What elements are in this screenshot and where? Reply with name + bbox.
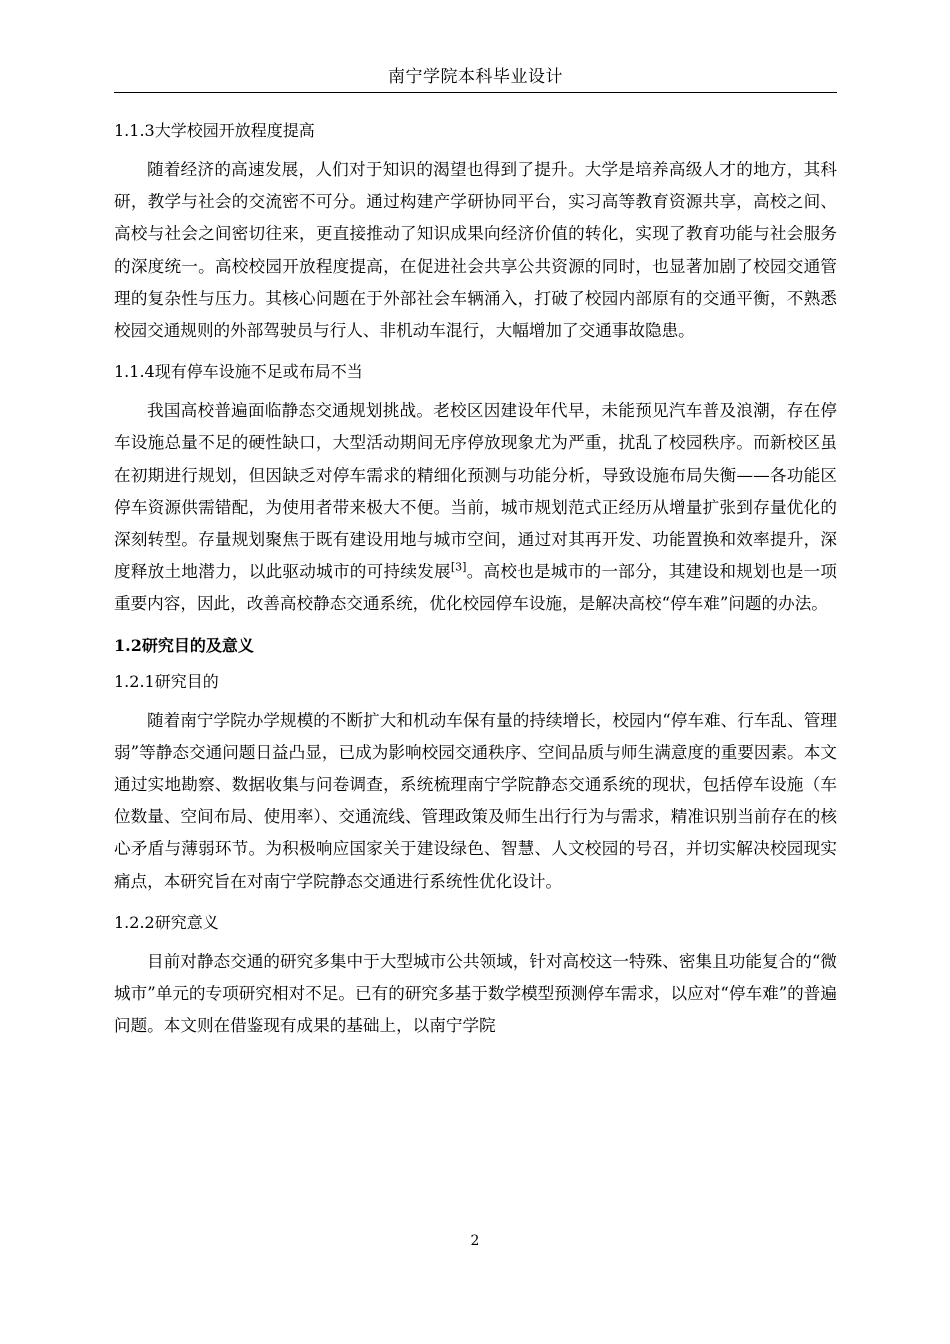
page-header — [114, 62, 837, 93]
page-footer — [0, 1232, 950, 1250]
section-heading-1-1-3: 1.1.3大学校园开放程度提高 — [114, 121, 315, 140]
citation-ref: [3] — [450, 560, 467, 574]
paragraph-1-1-4-part-a: 我国高校普遍面临静态交通规划挑战。老校区因建设年代早，未能预见汽车普及浪潮，存在停车设施总量不足的硬性缺口，大型活动期间无序停放现象尤为严重，扰乱了校园秩序。而新校区虽在初期进行规划，但因缺乏对停车需求的精细化预测与功能分析，导致设施布局失衡——各功能区停车资源供需错配，为使用者带来极大不便。当前，城市规划范式正经历从增量扩张到存量优化的深刻转型。存量规划聚焦于既有建设用地与城市空间，通过对其再开发、功能置换和效率提升，深度释放土地潜力，以此驱动城市的可持续发展 — [114, 401, 837, 582]
paragraph-1-2-2: 目前对静态交通的研究多集中于大型城市公共领域，针对高校这一特殊、密集且功能复合的“微城市”单元的专项研究相对不足。已有的研究多基于数学模型预测停车需求，以应对“停车难”的普遍问题。本文则在借鉴现有成果的基础上，以南宁学院 — [114, 951, 837, 1036]
header-title: 南宁学院本科毕业设计 — [388, 67, 563, 87]
section-heading-1-2-1: 1.2.1研究目的 — [114, 671, 219, 691]
paragraph-1-1-4 — [114, 395, 837, 620]
paragraph-1-2-1: 随着南宁学院办学规模的不断扩大和机动车保有量的持续增长，校园内“停车难、行车乱、管理弱”等静态交通问题日益凸显，已成为影响校园交通秩序、空间品质与师生满意度的重要因素。本文通过实地勘察、数据收集与问卷调查，系统梳理南宁学院静态交通系统的现状，包括停车设施（车位数量、空间布局、使用率）、交通流线、管理政策及师生出行行为与需求，精准识别当前存在的核心矛盾与薄弱环节。为积极响应国家关于建设绿色、智慧、人文校园的号召，并切实解决校园现实痛点，本研究旨在对南宁学院静态交通进行系统性优化设计。 — [114, 710, 837, 891]
paragraph-1-1-4-part-b: 。高校也是城市的一部分，其建设和规划也是一项重要内容，因此，改善高校静态交通系统，优化校园停车设施，是解决高校“停车难”问题的办法。 — [114, 562, 837, 614]
page-number: 2 — [470, 1233, 480, 1249]
document-body — [114, 106, 837, 1048]
section-heading-1-2: 1.2研究目的及意义 — [114, 635, 254, 655]
paragraph-1-1-3: 随着经济的高速发展，人们对于知识的渴望也得到了提升。大学是培养高级人才的地方，其科研，教学与社会的交流密不可分。通过构建产学研协同平台，实习高等教育资源共享，高校之间、高校与社会之间密切往来，更直接推动了知识成果向经济价值的转化，实现了教育功能与社会服务的深度统一。高校校园开放程度提高，在促进社会共享公共资源的同时，也显著加剧了校园交通管理的复杂性与压力。其核心问题在于外部社会车辆涌入，打破了校园内部原有的交通平衡，不熟悉校园交通规则的外部驾驶员与行人、非机动车混行，大幅增加了交通事故隐患。 — [114, 160, 837, 341]
section-heading-1-2-2: 1.2.2研究意义 — [114, 912, 219, 932]
section-heading-1-1-4: 1.1.4现有停车设施不足或布局不当 — [114, 362, 363, 382]
